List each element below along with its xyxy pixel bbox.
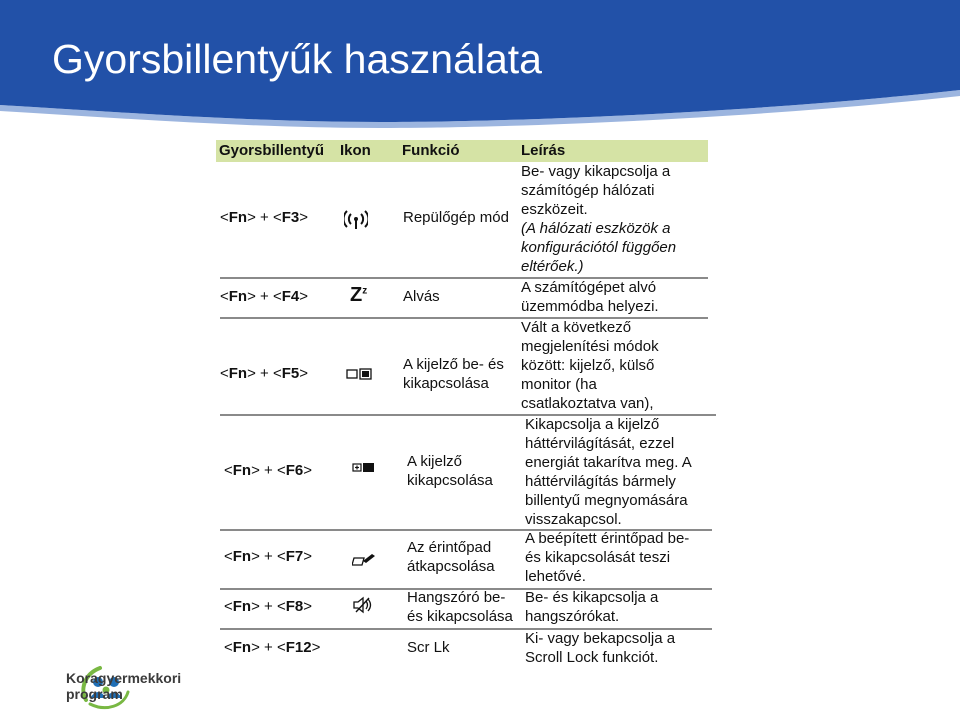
table-row-description: Ki- vagy bekapcsolja a Scroll Lock funkciót.: [525, 630, 676, 666]
table-row-description: A beépített érintőpad be- és kikapcsolását teszi lehetővé.: [525, 530, 690, 585]
speaker-mute-icon: [352, 596, 374, 614]
table-row-key: <Fn> + <F6>: [224, 462, 312, 479]
col-header-function: Funkció: [402, 142, 460, 159]
table-row-key: <Fn> + <F12>: [224, 639, 321, 656]
program-logo-text: Koragyermekkori program: [66, 670, 182, 702]
table-row-function: Az érintőpad átkapcsolása: [407, 539, 495, 575]
table-row-function: Alvás: [403, 288, 440, 305]
table-row-description: Vált a következő megjelenítési módok között: kijelző, külső monitor (ha csatlakoztatva van),: [521, 319, 659, 412]
table-row-function: A kijelző be- és kikapcsolása: [403, 356, 504, 392]
display-off-icon: [352, 462, 376, 474]
table-row-function: A kijelző kikapcsolása: [407, 453, 493, 489]
col-header-icon: Ikon: [340, 142, 371, 159]
wireless-icon: [344, 210, 368, 230]
table-header: [216, 140, 708, 162]
table-row-function: Scr Lk: [407, 639, 450, 656]
table-row-description: Kikapcsolja a kijelző háttérvilágítását, ezzel energiát takarítva meg. A háttérvilágítás bármely billentyű megnyomására visszakapcsol.: [525, 416, 692, 528]
table-row-key: <Fn> + <F5>: [220, 365, 308, 382]
table-row-key: <Fn> + <F3>: [220, 209, 308, 226]
table-row-description: A számítógépet alvó üzemmódba helyezi.: [521, 279, 659, 315]
table-row-key: <Fn> + <F4>: [220, 288, 308, 305]
table-row-description: Be- és kikapcsolja a hangszórókat.: [525, 589, 659, 625]
table-row-key: <Fn> + <F7>: [224, 548, 312, 565]
col-header-shortcut: Gyorsbillentyű: [219, 142, 325, 159]
touchpad-icon: [352, 552, 376, 568]
table-row-key: <Fn> + <F8>: [224, 598, 312, 615]
display-switch-icon: [346, 368, 372, 380]
table-row-description: Be- vagy kikapcsolja a számítógép hálózati eszközeit. (A hálózati eszközök a konfigurációtól függően eltérőek.): [521, 163, 677, 275]
sleep-icon: $Z^z$: [350, 284, 368, 306]
table-row-function: Repülőgép mód: [403, 209, 509, 226]
col-header-description: Leírás: [521, 142, 566, 159]
page-title: Gyorsbillentyűk használata: [52, 36, 542, 82]
table-row-function: Hangszóró be- és kikapcsolása: [407, 589, 513, 625]
